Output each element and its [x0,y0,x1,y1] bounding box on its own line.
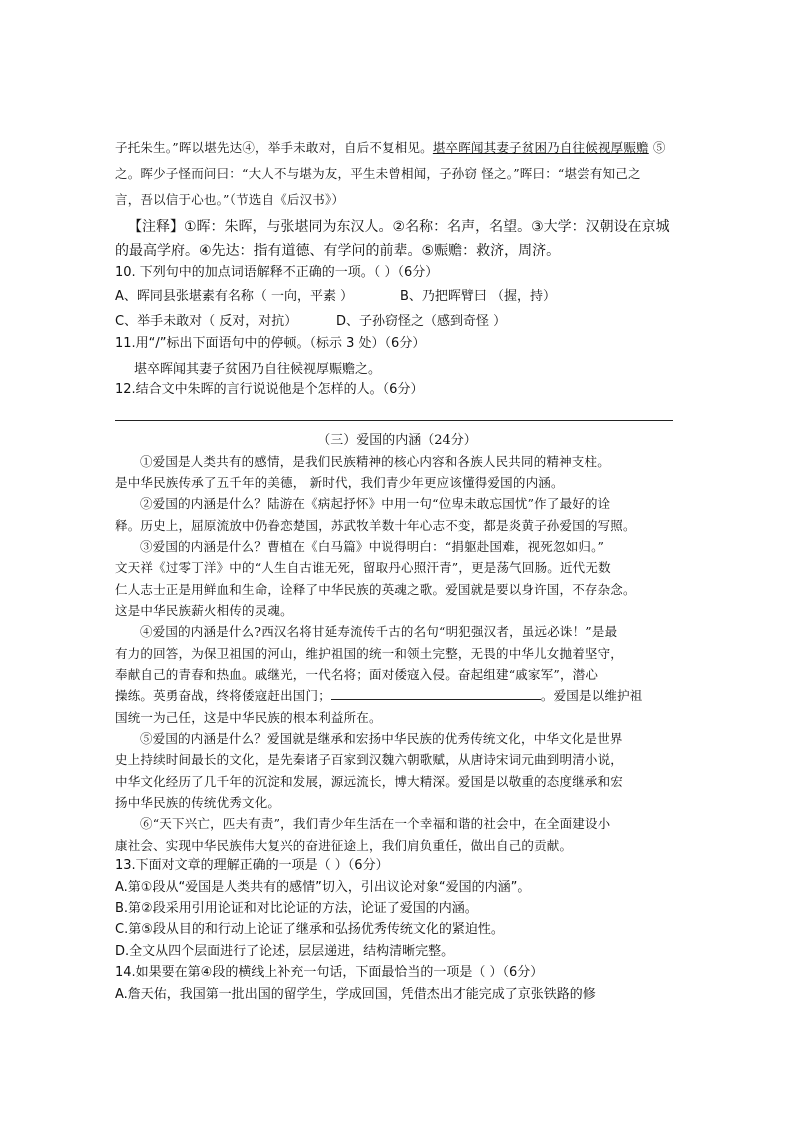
question-11-sentence: 堪卒晖闻其妻子贫困乃自往候视厚赈赡之。 [134,362,382,377]
question-10-option-a: A、晖同县张堪素有名称（ 一向，平素 ） [115,289,354,304]
essay-line: ①爱国是人类共有的感情，是我们民族精神的核心内容和各族人民共同的精神支柱。 [140,454,610,469]
essay-line: 奉献自己的青春和热血。戚继光，一代名将；面对倭寇入侵。奋起组建“戚家军”，潜心 [115,667,599,682]
question-10-option-c: C、举手未敢对（ 反对，对抗） [115,314,298,329]
essay-line: 史上持续时间最长的文化，是先秦诸子百家到汉魏六朝歌赋，从唐诗宋词元曲到明清小说， [115,752,624,767]
essay-line: 文天祥《过零丁洋》中的“人生自古谁无死，留取丹心照汗青”，更是荡气回肠。近代无数 [115,560,611,575]
essay-line-with-blank [115,686,643,706]
essay-line: 释。历史上，屈原流放中仍眷恋楚国，苏武牧羊数十年心志不变，都是炎黄子孙爱国的写照。 [115,518,636,533]
essay-line: 康社会、实现中华民族伟大复兴的奋进征途上，我们肩负重任，做出自己的贡献。 [115,838,573,853]
passage-line-2: 之。晖少子怪而问曰：“大人不与堪为友，平生未曾相闻，子孙窃 怪之。”晖曰：“堪尝有知己之 [115,166,641,181]
question-10-stem: 10. 下列句中的加点词语解释不正确的一项。（ ）（6分） [115,265,439,280]
essay-line: 有力的回答，为保卫祖国的河山，维护祖国的统一和领土完整，无畏的中华儿女抛着坚守， [115,646,624,661]
question-14-option-a: A.詹天佑，我国第一批出国的留学生，学成回国，凭借杰出才能完成了京张铁路的修 [115,987,596,1002]
essay-text: 。爱国是以维护祖 [540,688,643,703]
passage-line-1 [115,138,666,158]
essay-title: （三）爱国的内涵（24分） [317,433,477,448]
essay-line: ⑥“天下兴亡，匹夫有责”，我们青少年生活在一个幸福和谐的社会中，在全面建设小 [140,816,611,831]
question-13-option-c: C.第⑤段从目的和行动上论证了继承和弘扬优秀传统文化的紧迫性。 [115,922,504,937]
question-13-option-a: A.第①段从“爱国是人类共有的感情”切入，引出议论对象“爱国的内涵”。 [115,880,531,895]
question-10-option-b: B、乃把晖臂曰 （握，持） [400,289,557,304]
essay-line: ⑤爱国的内涵是什么？爱国就是继承和宏扬中华民族的优秀传统文化，中华文化是世界 [140,731,623,746]
essay-line: ②爱国的内涵是什么？陆游在《病起抒怀》中用一句“位卑未敢忘国忧”作了最好的诠 [140,496,611,511]
passage-text: ⑤ [648,140,666,155]
question-11-stem: 11.用“/”标出下面语句中的停顿。（标示 3 处）（6分） [115,336,426,351]
question-13-option-d: D.全文从四个层面进行了论述，层层递进，结构清晰完整。 [115,944,455,959]
question-14-stem: 14.如果要在第④段的横线上补充一句话，下面最恰当的一项是（ ）（6分） [115,965,544,980]
essay-line: ④爱国的内涵是什么?西汉名将甘延寿流传千古的名句“明犯强汉者，虽远必诛！”是最 [140,624,618,639]
essay-line: 中华文化经历了几千年的沉淀和发展，源远流长，博大精深。爱国是以敬重的态度继承和宏 [115,774,624,789]
question-13-option-b: B.第②段采用引用论证和对比论证的方法，论证了爱国的内涵。 [115,901,478,916]
essay-line: 扬中华民族的传统优秀文化。 [115,795,281,810]
question-12-stem: 12.结合文中朱晖的言行说说他是个怎样的人。（6分） [115,382,424,397]
essay-line: 国统一为己任，这是中华民族的根本利益所在。 [115,710,382,725]
passage-line-3: 言，吾以信于心也。”（节选自《后汉书》） [115,192,345,207]
fill-in-blank[interactable] [331,687,541,700]
question-10-option-d: D、子孙窃怪之（感到奇怪 ） [336,314,507,329]
notes-line-1: 【注释】①晖：朱晖，与张堪同为东汉人。②名称：名声，名望。③大学：汉朝设在京城 [128,219,670,235]
underlined-sentence: 堪卒晖闻其妻子贫困乃自往候视厚赈赡 [432,140,649,155]
essay-line: ③爱国的内涵是什么？曹植在《白马篇》中说得明白：“捐躯赴国难，视死忽如归。” [140,539,605,554]
essay-line: 仁人志士正是用鲜血和生命，诠释了中华民族的英魂之歌。爱国就是要以身许国，不存杂念。 [115,582,636,597]
essay-line: 这是中华民族薪火相传的灵魂。 [115,603,293,618]
essay-text: 操练。英勇奋战，终将倭寇赶出国门； [115,688,331,703]
essay-line: 是中华民族传承了五千年的美德， 新时代，我们青少年更应该懂得爱国的内涵。 [115,475,564,490]
question-13-stem: 13.下面对文章的理解正确的一项是（ ）（6分） [115,858,389,873]
answer-line [115,420,673,421]
passage-text: 子托朱生。”晖以堪先达④，举手未敢对，自后不复相见。 [115,140,433,155]
notes-line-2: 的最高学府。④先达：指有道德、有学问的前辈。⑤赈赡：救济，周济。 [115,243,561,259]
